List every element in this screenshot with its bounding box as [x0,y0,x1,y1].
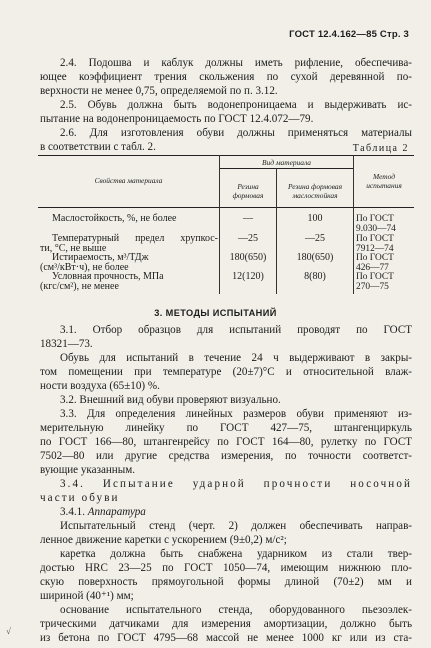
text-line: трическими датчиками для измерения амортизации, должно быть [40,618,412,630]
text-line [60,505,412,519]
text-line: 3.2. Внешний вид обуви проверяют визуально. [60,394,281,406]
text-line: 7502—80 или другие средства измерения, по точности соответст- [40,450,412,462]
page-header: ГОСТ 12.4.162—85 Стр. 3 [289,29,409,40]
text-line: Испытательный стенд (черт. 2) должен обеспечивать направ- [60,520,412,532]
text-line: каретка должна быть снабжена ударником из стали твер- [60,548,412,560]
text-line: 2.6. Для изготовления обуви должны применяться материалы [60,127,412,139]
table-cell-method: По ГОСТ [356,272,394,282]
table-cell-property: Маслостойкость, %, не более [52,213,177,224]
text-line: ленное движение каретки с ускорением (9±0,2) м/с²; [40,534,287,546]
text-line: вующие указанным. [40,464,135,476]
table-rule-top [38,155,414,156]
table-caption: Таблица 2 [352,143,409,154]
table-cell-value: 8(80) [304,271,326,282]
scan-mark: √ [6,626,11,636]
table-cell-method: По ГОСТ [356,234,394,244]
table-cell-value: 180(650) [296,252,334,263]
text-line: шириной (40⁺¹) мм; [40,590,134,602]
table-header-property: Свойства материала [94,176,163,185]
table-cell-property: (кгс/см²), не менее [40,281,119,292]
table-header-method: испытания [366,181,402,190]
table-cell-value: 180(650) [229,252,267,263]
text-line: ющее коэффициент трения скольжения по сухой деревянной по- [40,71,412,83]
table-cell-method: 9.030—74 [356,224,396,234]
text-line: достью HRC 23—25 по ГОСТ 1050—74, имеющим нижнюю пло- [40,562,412,574]
table-header-material-type: Вид материала [262,158,311,167]
text-line: том помещении при температуре (20±7)°С и относительной влаж- [40,366,412,378]
text-line: 18321—73. [40,338,93,350]
text-line: пытание на водонепроницаемость по ГОСТ 12.4.072—79. [40,113,314,125]
text-line: Обувь для испытаний в течение 24 ч выдерживают в закры- [60,352,412,364]
table-cell-value: —25 [238,233,258,244]
table-cell-property: (см³/кВт·ч), не более [40,262,129,273]
text-line: основание испытательного стенда, оборудованного пьезоэлек- [60,604,412,616]
subsection-heading: 3.4. Испытание ударной прочности носочной [60,478,412,490]
text-line: мерительную линейку по ГОСТ 427—75, штангенциркуль [40,422,412,434]
text-line: 3.1. Отбор образцов для испытаний проводят по ГОСТ [60,324,412,336]
text-line: 2.5. Обувь должна быть водонепроницаема и выдерживать ис- [60,99,412,111]
table-header-rubber-oilproof: маслостойкая [292,191,338,200]
table-header-rubber: формовая [232,191,264,200]
table-cell-value: 100 [307,213,323,224]
text-line: верхности не менее 0,75, определяемой по п. 3.12. [40,85,278,97]
text-line: 3.3. Для определения линейных размеров обуви применяют из- [60,408,412,420]
table-cell-value: 12(120) [232,271,264,282]
table-cell-value: — [243,213,253,224]
table-cell-property: Температурный предел хрупкос- [52,233,218,244]
table-cell-method: 426—77 [356,263,389,273]
table-cell-method: 270—75 [356,282,389,292]
table-header-rubber-oilproof: Резина формовая [287,182,343,191]
text-line: 2.4. Подошва и каблук должны иметь рифление, обеспечива- [60,57,412,69]
text-line: в соответствии с табл. 2. [40,141,156,153]
table-rule-subheader [220,168,353,169]
text-line: ности воздуха (65±10) %. [40,380,160,392]
table-cell-method: По ГОСТ [356,253,394,263]
text-line: скую поверхность прямоугольной формы длиной (70±2) мм и [40,576,412,588]
clause-title: Аппаратура [87,506,146,518]
table-cell-property: ти, °С, не выше [40,243,107,254]
table-header-method: Метод [373,172,395,181]
table-cell-property: Истираемость, м³/ТДж [52,252,149,263]
table-cell-method: По ГОСТ [356,214,394,224]
clause-number: 3.4.1. [60,506,88,518]
table-rule-header [38,207,414,208]
table-cell-value: —25 [305,233,325,244]
table-cell-method: 7912—74 [356,244,394,254]
table-cell-property: Условная прочность, МПа [52,271,164,282]
text-line: по ГОСТ 166—80, штангенрейсу по ГОСТ 164—80, рулетку по ГОСТ [40,436,412,448]
section-title: 3. МЕТОДЫ ИСПЫТАНИЙ [154,308,277,318]
subsection-heading: части обуви [40,492,120,504]
table-header-rubber: Резина [237,182,259,191]
text-line: из бетона по ГОСТ 4795—68 массой не менее 1000 кг или из ста- [40,632,412,644]
